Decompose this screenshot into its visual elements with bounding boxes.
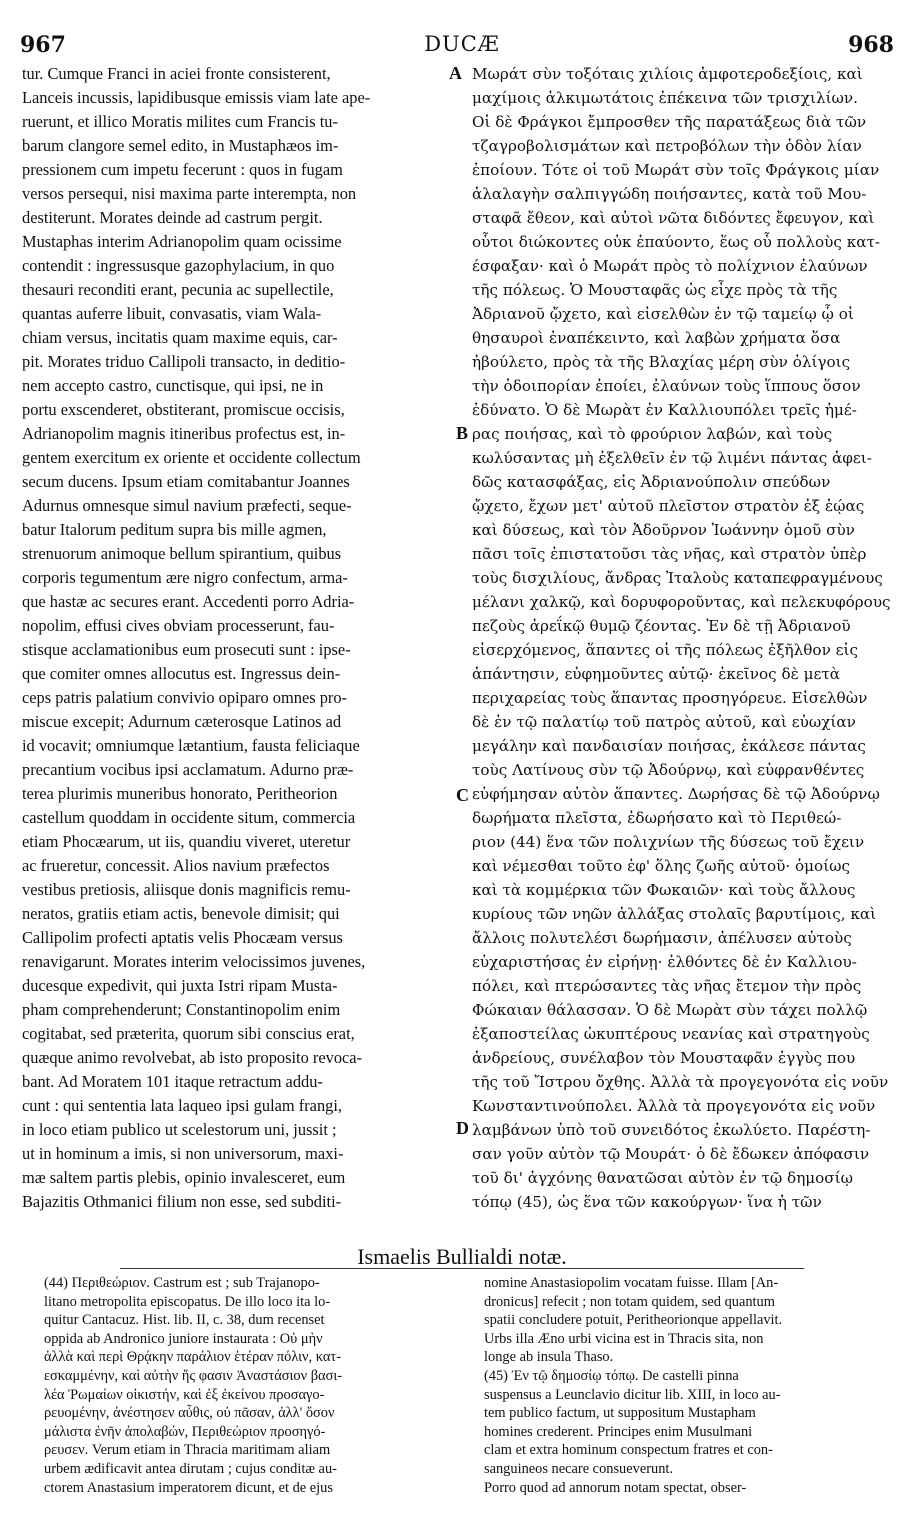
note-text-line: tem publico factum, ut suppositum Mustapham <box>484 1405 756 1422</box>
latin-text-line: Callipolim profecti aptatis velis Phocæam versus <box>22 928 343 947</box>
latin-text-line: corporis tegumentum ære nigro confectum, arma- <box>22 568 348 587</box>
latin-text-line: ac frueretur, concessit. Alios navium præfectos <box>22 856 330 875</box>
latin-text-line: terea plurimis muneribus honorato, Peritheorion <box>22 784 338 803</box>
greek-text-line: τῆς πόλεως. Ὁ Μουσταφᾶς ὡς εἶχε πρὸς τὰ τῆς <box>472 281 838 299</box>
greek-text-line: ἄλλοις πολυτελέσι δωρήμασιν, ἀπέλυσεν αὐτοὺς <box>472 929 852 947</box>
greek-text-line: ᾤχετο, ἔχων μετ' αὐτοῦ πλεῖστον στρατὸν ἐξ ἑῴας <box>472 497 865 515</box>
latin-text-line: in loco etiam publico ut scelestorum uni, jussit ; <box>22 1120 337 1139</box>
latin-text-line: renavigarunt. Morates interim velocissimos juvenes, <box>22 952 366 971</box>
note-text-line: suspensus a Leunclavio dicitur lib. XIII, in loco au- <box>484 1386 781 1403</box>
section-marker-b: B <box>456 423 469 443</box>
note-text-line: λέα Ῥωμαίων οἰκιστήν, καὶ ἐξ ἐκείνου προσαγο- <box>44 1386 325 1403</box>
latin-text-line: barum clangore semel edito, in Mustaphæos im- <box>22 136 339 155</box>
greek-text-line: τόπῳ (45), ὡς ἕνα τῶν κακούργων· ἵνα ἡ τῶν <box>472 1193 822 1211</box>
greek-text-line: τοὺς Λατίνους σὺν τῷ Ἀδούρνῳ, καὶ εὐφρανθέντες <box>472 761 865 779</box>
greek-text-line: πεζοὺς ἀρεΐκῷ θυμῷ ζέοντας. Ἐν δὲ τῇ Ἀδριανοῦ <box>472 617 851 635</box>
greek-text-line: τοῦ δι' ἀγχόνης θανατῶσαι αὐτὸν ἐν τῷ δημοσίῳ <box>472 1169 854 1187</box>
latin-text-line: Adrianopolim magnis itineribus profectus est, in- <box>22 424 346 443</box>
latin-text-line: mæ saltem partis plebis, opinio invalesceret, eum <box>22 1168 346 1187</box>
notes-divider <box>120 1268 804 1269</box>
latin-text-line: pressionem cum impetu fecerunt : quos in fugam <box>22 160 343 179</box>
greek-text-line: Φώκαιαν θάλασσαν. Ὁ δὲ Μωρὰτ σὺν τάχει πολλῷ <box>472 1001 868 1019</box>
greek-text-line: ἀλαλαγὴν σαλπιγγώδη ποιήσαντες, κατὰ τοῦ Μου- <box>472 185 867 203</box>
latin-text-line: Mustaphas interim Adrianopolim quam ocissime <box>22 232 342 251</box>
latin-text-line: vestibus pretiosis, aliisque donis magnificis remu- <box>22 880 351 899</box>
note-text-line: clam et extra hominum conspectum fratres et con- <box>484 1442 773 1459</box>
latin-text-line: ducesque expedivit, qui juxta Istri ripam Musta- <box>22 976 338 995</box>
latin-text-line: nopolim, effusi cives obviam processerunt, fau- <box>22 616 335 635</box>
notes-title: Ismaelis Bullialdi notæ. <box>357 1244 567 1269</box>
latin-text-line: Bajazitis Othmanici filium non esse, sed subditi- <box>22 1192 342 1211</box>
latin-text-line: ruerunt, et illico Moratis milites cum Francis tu- <box>22 112 338 131</box>
latin-text-line: ut in hominum a imis, si non universorum, maxi- <box>22 1144 344 1163</box>
note-text-line: ἀλλὰ καὶ περὶ Θρᾴκην παράλιον ἑτέραν πόλιν, κατ- <box>44 1349 341 1366</box>
greek-text-line: πόλει, καὶ πτερώσαντες τὰς νῆας ἔτεμον τὴν πρὸς <box>472 977 862 995</box>
greek-text-line: έσφαξαν· καὶ ὁ Μωράτ πρὸς τὸ πολίχνιον ἐλαύνων <box>472 257 868 275</box>
greek-text-line: οὗτοι διώκοντες οὐκ ἐπαύοντο, ἕως οὗ πολλοὺς κατ- <box>472 233 880 251</box>
note-text-line: (44) Περιθεώριον. Castrum est ; sub Trajanopo- <box>44 1275 320 1291</box>
greek-text-line: κυρίους τῶν νηῶν ἀλλάξας στολαῖς βαρυτίμοις, καὶ <box>472 905 877 923</box>
latin-text-line: cunt : qui sententia lata laqueo ipsi gulam frangi, <box>22 1096 342 1115</box>
latin-text-line: nem accepto castro, cunctisque, qui ipsi, ne in <box>22 376 324 395</box>
latin-text-line: neratos, gratiis etiam actis, benevole dimisit; qui <box>22 904 340 923</box>
greek-text-line: τοὺς δισχιλίους, ἄνδρας Ἰταλοὺς καταπεφραγμένους <box>472 569 883 587</box>
latin-text-line: portu exscenderet, obstiterant, promiscue occisis, <box>22 400 345 419</box>
note-text-line: εσκαμμένην, καὶ αὐτὴν ἥς φασιν Ἀναστάσιον βασι- <box>44 1367 343 1384</box>
greek-text-line: καὶ νέμεσθαι τοῦτο ἐφ' ὅλης ζωῆς αὐτοῦ· ὁμοίως <box>472 857 851 875</box>
greek-text-line: εἰσερχόμενος, ἅπαντες οἱ τῆς πόλεως ἐξῆλθον εἰς <box>472 641 858 659</box>
note-text-line: urbem ædificavit antea dirutam ; cujus conditæ au- <box>44 1460 337 1477</box>
latin-text-line: versos persequi, nisi maxima parte interempta, non <box>22 184 357 203</box>
notes-right-column <box>484 1274 896 1497</box>
latin-text-line: destiterunt. Morates deinde ad castrum pergit. <box>22 208 323 227</box>
greek-text-line: ἐποίουν. Τότε οἱ τοῦ Μωράτ σὺν τοῖς Φράγκοις μίαν <box>472 161 880 179</box>
section-marker-a: A <box>449 63 462 83</box>
greek-text-line: σταφᾶ ἔθεον, καὶ αὐτοὶ νῶτα διδόντες ἔφευγον, καὶ <box>472 209 875 227</box>
latin-text-line: batur Italorum peditum supra bis mille agmen, <box>22 520 327 539</box>
note-text-line: quitur Cantacuz. Hist. lib. II, c. 38, dum recenset <box>44 1312 325 1329</box>
running-title: DUCÆ <box>424 32 500 56</box>
latin-text-line: strenuorum animoque bellum spirantium, quibus <box>22 544 342 563</box>
greek-text-line: μεγάλην καὶ πανδαισίαν ποιήσας, ἐκάλεσε πάντας <box>472 737 866 755</box>
page-number-left: 967 <box>20 32 66 58</box>
greek-text-line: δῶς κατασφάξας, εἰς Ἀδριανούπολιν σπεύδων <box>472 473 831 491</box>
greek-text-line: δωρήματα πλεῖστα, ἐδωρήσατο καὶ τὸ Περιθεώ- <box>472 809 842 827</box>
greek-text-line: Ἀδριανοῦ ᾤχετο, καὶ εἰσελθὼν ἐν τῷ ταμείῳ ᾧ οἱ <box>472 305 854 323</box>
greek-text-line: ρας ποιήσας, καὶ τὸ φρούριον λαβών, καὶ τοὺς <box>472 425 833 443</box>
greek-text-line: ἐξαποστείλας ὠκυπτέρους νεανίας καὶ στρατηγοὺς <box>472 1025 870 1043</box>
greek-text-line: τὴν ὁδοιπορίαν ἐποίει, ἐλαύνων τοὺς ἵππους ὅσον <box>472 377 861 395</box>
note-text-line: oppida ab Andronico juniore instaurata : Οὐ μὴν <box>44 1330 323 1347</box>
latin-text-column <box>22 62 446 1214</box>
greek-text-line: εὐφήμησαν αὐτὸν ἅπαντες. Δωρήσας δὲ τῷ Ἀδούρνῳ <box>472 785 880 803</box>
latin-text-line: tur. Cumque Franci in aciei fronte consisterent, <box>22 64 331 83</box>
note-text-line: ρευσεν. Verum etiam in Thracia maritimam aliam <box>44 1442 331 1459</box>
note-text-line: Porro quod ad annorum notam spectat, obser- <box>484 1479 747 1496</box>
latin-text-line: bant. Ad Moratem 101 itaque retractum addu- <box>22 1072 323 1091</box>
latin-text-line: chiam versus, incitatis quam maxime equis, car- <box>22 328 338 347</box>
latin-text-line: quæque animo revolvebat, ab isto proposito revoca- <box>22 1048 363 1067</box>
note-text-line: homines crederent. Principes enim Musulmani <box>484 1423 753 1440</box>
greek-text-line: τζαγροβολισμάτων καὶ πετροβόλων τὴν ὁδὸν λίαν <box>472 137 862 155</box>
latin-text-line: contendit : ingressusque gazophylacium, in quo <box>22 256 335 275</box>
note-text-line: nomine Anastasiopolim vocatam fuisse. Illam [An- <box>484 1275 779 1291</box>
note-text-line: sanguineos necare consueverunt. <box>484 1460 674 1477</box>
note-text-line: ρευομένην, ἀνέστησεν αὖθις, οὐ πᾶσαν, ἀλλ' ὅσον <box>44 1405 335 1422</box>
notes-left-column <box>44 1274 464 1497</box>
note-text-line: μάλιστα ἐνῆν ἀπολαβών, Περιθεώριον προσηγό- <box>44 1423 326 1440</box>
section-marker-d: D <box>456 1118 469 1138</box>
note-text-line: ctorem Anastasium imperatorem dicunt, et de ejus <box>44 1479 333 1496</box>
greek-text-line: μέλανι χαλκῷ, καὶ δορυφοροῦντας, καὶ πελεκυφόρους <box>472 593 891 611</box>
greek-text-line: θησαυροὶ ἐναπέκειντο, καὶ λαβὼν χρήματα ὅσα <box>472 329 841 347</box>
greek-text-line: σαν γοῦν αὐτὸν τῷ Μουράτ· ὁ δὲ ἔδωκεν ἀπόφασιν <box>472 1145 870 1163</box>
greek-text-line: λαμβάνων ὑπὸ τοῦ συνειδότος ἐκωλύετο. Παρέστη- <box>472 1121 871 1139</box>
greek-text-line: τῆς τοῦ Ἴστρου ὄχθης. Ἀλλὰ τὰ προγεγονότα εἰς νοῦν <box>472 1073 889 1091</box>
note-text-line: spatii concludere potuit, Peritheorionque appellavit. <box>484 1312 783 1329</box>
latin-text-line: etiam Phocæarum, ut iis, quandiu viveret, uteretur <box>22 832 351 851</box>
latin-text-line: secum ducens. Ipsum etiam comitabantur Joannes <box>22 472 350 491</box>
note-text-line: (45) Ἐν τῷ δημοσίῳ τόπῳ. De castelli pinna <box>484 1367 739 1384</box>
greek-text-line: ριον (44) ἕνα τῶν πολιχνίων τῆς δύσεως τοῦ ἔχειν <box>472 833 865 851</box>
greek-text-line: περιχαρείας τοὺς ἅπαντας προσηγόρευε. Εἰσελθὼν <box>472 689 868 707</box>
greek-text-line: εὐχαριστήσας ἐν εἰρήνῃ· ἐλθόντες δὲ ἐν Καλλιου- <box>472 953 857 971</box>
latin-text-line: que comiter omnes allocutus est. Ingressus dein- <box>22 664 341 683</box>
greek-text-line: Κωνσταντινούπολει. Ἀλλὰ τὰ προγεγονότα εἰς νοῦν <box>472 1097 876 1115</box>
greek-text-line: Μωράτ σὺν τοξόταις χιλίοις ἀμφοτεροδεξίοις, καὶ <box>472 65 863 83</box>
latin-text-line: que hastæ ac secures erant. Accedenti porro Adria- <box>22 592 355 611</box>
latin-text-line: id vocavit; omniumque lætantium, fausta feliciaque <box>22 736 360 755</box>
greek-text-line: καὶ δύσεως, καὶ τὸν Ἀδοῦρνον Ἰωάννην ὁμοῦ σὺν <box>472 521 855 539</box>
latin-text-line: miscue excepit; Adurnum cæterosque Latinos ad <box>22 712 342 731</box>
latin-text-line: pham comprehenderunt; Constantinopolim enim <box>22 1000 341 1019</box>
greek-text-line: μαχίμοις ἀλκιμωτάτοις ἐπέκεινα τῶν τρισχιλίων. <box>472 89 858 107</box>
latin-text-line: Lanceis incussis, lapidibusque emissis viam late ape- <box>22 88 371 107</box>
greek-text-column <box>472 62 892 1214</box>
page-number-right: 968 <box>848 32 894 58</box>
latin-text-line: ceps patris palatium convivio opiparo omnes pro- <box>22 688 348 707</box>
greek-text-line: Οἱ δὲ Φράγκοι ἔμπροσθεν τῆς παρατάξεως διὰ τῶν <box>472 113 867 131</box>
latin-text-line: Adurnus omnesque simul navium præfecti, seque- <box>22 496 352 515</box>
note-text-line: Urbs illa Æno urbi vicina est in Thracis sita, non <box>484 1330 764 1347</box>
note-text-line: longe ab insula Thaso. <box>484 1349 614 1366</box>
greek-text-line: δὲ ἐν τῷ παλατίῳ τοῦ πατρὸς αὐτοῦ, καὶ εὐωχίαν <box>472 713 856 731</box>
latin-text-line: stisque acclamationibus eum prosecuti sunt : ipse- <box>22 640 351 659</box>
note-text-line: dronicus] refecit ; non totam quidem, sed quantum <box>484 1293 775 1310</box>
latin-text-line: precantium vocibus ipsi acclamatum. Adurno præ- <box>22 760 354 779</box>
greek-text-line: ἐδύνατο. Ὁ δὲ Μωρὰτ ἐν Καλλιουπόλει τρεῖς ἡμέ- <box>472 401 857 419</box>
latin-text-line: castellum quoddam in occidente situm, commercia <box>22 808 356 827</box>
note-text-line: litano metropolita episcopatus. De illo loco ita lo- <box>44 1293 331 1310</box>
latin-text-line: quantas auferre libuit, convasatis, viam Wala- <box>22 304 322 323</box>
latin-text-line: pit. Morates triduo Callipoli transacto, in deditio- <box>22 352 346 371</box>
greek-text-line: ἀνδρείους, συνέλαβον τὸν Μουσταφᾶν ἐγγὺς που <box>472 1049 856 1067</box>
greek-text-line: ἠβούλετο, πρὸς τὰ τῆς Βλαχίας μέρη σὺν ὀλίγοις <box>472 353 851 371</box>
latin-text-line: cogitabat, sed præterita, quorum sibi conscius erat, <box>22 1024 355 1043</box>
section-marker-c: C <box>456 785 469 805</box>
latin-text-line: thesauri reconditi erant, pecunia ac supellectile, <box>22 280 334 299</box>
greek-text-line: ἀπάντησιν, εὐφημοῦντες αὐτῷ· ἐκεῖνος δὲ μετὰ <box>472 665 840 683</box>
greek-text-line: καὶ τὰ κομμέρκια τῶν Φωκαιῶν· καὶ τοὺς ἄλλους <box>472 881 856 899</box>
greek-text-line: πᾶσι τοῖς ἐπιστατοῦσι τὰς νῆας, καὶ στρατὸν ὑπὲρ <box>472 545 867 563</box>
latin-text-line: gentem exercitum ex oriente et occidente collectum <box>22 448 361 467</box>
greek-text-line: κωλύσαντας μὴ ἐξελθεῖν ἐν τῷ λιμένι πάντας ἀφει- <box>472 449 872 467</box>
